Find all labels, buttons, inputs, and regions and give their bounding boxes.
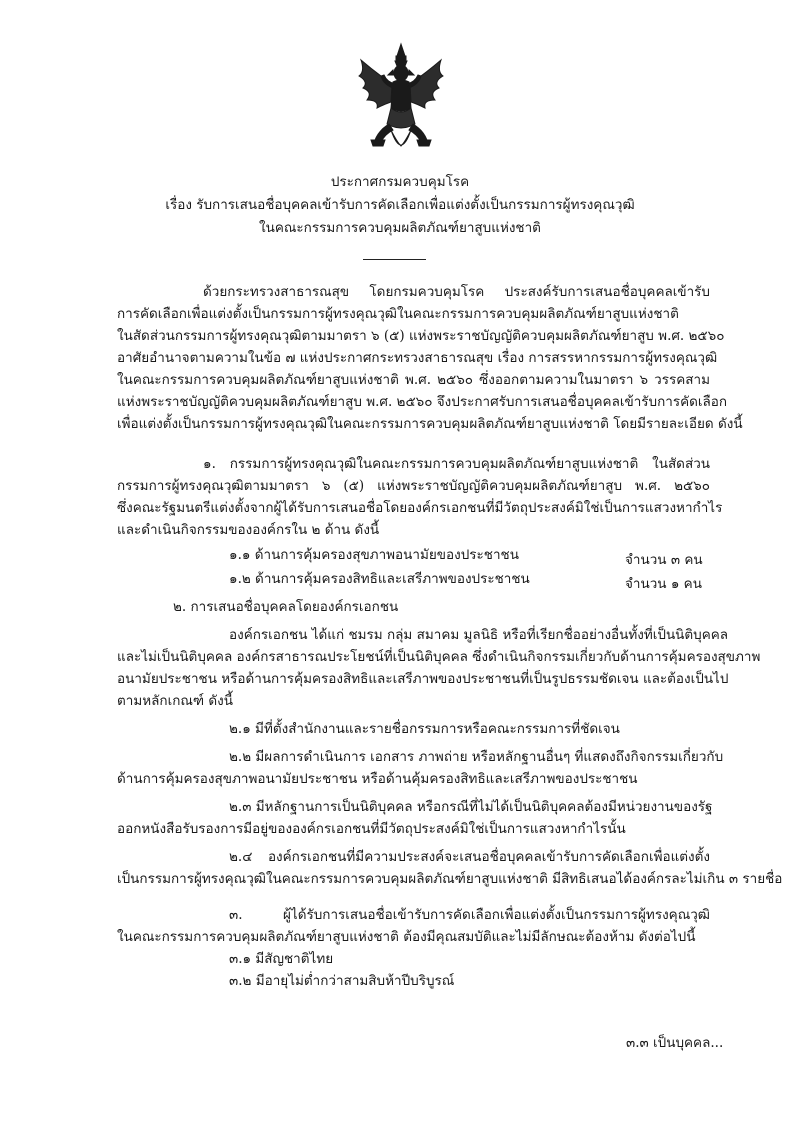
quota-amount: จำนวน ๑ คน bbox=[625, 576, 702, 592]
intro-line: ด้วยกระทรวงสาธารณสุข โดยกรมควบคุมโรค ประสงค์รับการเสนอชื่อบุคคลเข้ารับ bbox=[203, 284, 710, 300]
section2-line: และไม่เป็นนิติบุคคล องค์กรสาธารณประโยชน์ที่เป็นนิติบุคคล ซึ่งดำเนินกิจกรรมเกี่ยวกับด้านการคุ้มครองสุขภาพ bbox=[117, 649, 761, 665]
intro-line: แห่งพระราชบัญญัติควบคุมผลิตภัณฑ์ยาสูบ พ.ศ. ๒๕๖๐ จึงประกาศรับการเสนอชื่อบุคคลเข้ารับการคัดเลือก bbox=[117, 394, 728, 410]
section3-line: ในคณะกรรมการควบคุมผลิตภัณฑ์ยาสูบแห่งชาติ ต้องมีคุณสมบัติและไม่มีลักษณะต้องห้าม ดังต่อไปนี้ bbox=[117, 929, 696, 945]
section2-line: องค์กรเอกชน ได้แก่ ชมรม กลุ่ม สมาคม มูลนิธิ หรือที่เรียกชื่ออย่างอื่นทั้งที่เป็นนิติบุคคล bbox=[229, 627, 729, 643]
quota-label: ๑.๒ ด้านการคุ้มครองสิทธิและเสรีภาพของประชาชน bbox=[229, 571, 530, 587]
criteria-item-cont: ออกหนังสือรับรองการมีอยู่ขององค์กรเอกชนที่มีวัตถุประสงค์มิใช่เป็นการแสวงหากำไรนั้น bbox=[117, 821, 626, 837]
garuda-emblem-icon bbox=[355, 42, 447, 160]
criteria-item: ๒.๑ มีที่ตั้งสำนักงานและรายชื่อกรรมการหรือคณะกรรมการที่ชัดเจน bbox=[229, 721, 620, 737]
subject-line-1: เรื่อง รับการเสนอชื่อบุคคลเข้ารับการคัดเลือกเพื่อแต่งตั้งเป็นกรรมการผู้ทรงคุณวุฒิ bbox=[165, 197, 635, 213]
criteria-item: ๒.๔ องค์กรเอกชนที่มีความประสงค์จะเสนอชื่อบุคคลเข้ารับการคัดเลือกเพื่อแต่งตั้ง bbox=[229, 849, 710, 865]
quota-label: ๑.๑ ด้านการคุ้มครองสุขภาพอนามัยของประชาชน bbox=[229, 547, 519, 563]
subject-line-2: ในคณะกรรมการควบคุมผลิตภัณฑ์ยาสูบแห่งชาติ bbox=[259, 220, 541, 236]
intro-line: ในคณะกรรมการควบคุมผลิตภัณฑ์ยาสูบแห่งชาติ พ.ศ. ๒๕๖๐ ซึ่งออกตามความในมาตรา ๖ วรรคสาม bbox=[117, 372, 710, 388]
section3-line: ๓. ผู้ได้รับการเสนอชื่อเข้ารับการคัดเลือกเพื่อแต่งตั้งเป็นกรรมการผู้ทรงคุณวุฒิ bbox=[229, 907, 710, 923]
title-divider bbox=[363, 259, 426, 260]
section1-line: ๑. กรรมการผู้ทรงคุณวุฒิในคณะกรรมการควบคุมผลิตภัณฑ์ยาสูบแห่งชาติ ในสัดส่วน bbox=[203, 456, 710, 472]
criteria-item-cont: ด้านการคุ้มครองสุขภาพอนามัยประชาชน หรือด้านคุ้มครองสิทธิและเสรีภาพของประชาชน bbox=[117, 771, 638, 787]
intro-line: การคัดเลือกเพื่อแต่งตั้งเป็นกรรมการผู้ทรงคุณวุฒิในคณะกรรมการควบคุมผลิตภัณฑ์ยาสูบแห่งชาติ bbox=[117, 306, 679, 322]
criteria-item-cont: เป็นกรรมการผู้ทรงคุณวุฒิในคณะกรรมการควบคุมผลิตภัณฑ์ยาสูบแห่งชาติ มีสิทธิเสนอได้องค์กรละไม่เกิน ๓ รายชื่อ bbox=[117, 871, 783, 887]
issuing-agency: ประกาศกรมควบคุมโรค bbox=[330, 174, 470, 190]
qualification-item: ๓.๒ มีอายุไม่ต่ำกว่าสามสิบห้าปีบริบูรณ์ bbox=[229, 973, 455, 989]
section2-line: ตามหลักเกณฑ์ ดังนี้ bbox=[117, 693, 233, 709]
criteria-item: ๒.๓ มีหลักฐานการเป็นนิติบุคคล หรือกรณีที่ไม่ได้เป็นนิติบุคคลต้องมีหน่วยงานของรัฐ bbox=[229, 799, 713, 815]
section2-line: อนามัยประชาชน หรือด้านการคุ้มครองสิทธิและเสรีภาพของประชาชนที่เป็นรูปธรรมชัดเจน และต้องเป็นไป bbox=[117, 671, 729, 687]
criteria-item: ๒.๒ มีผลการดำเนินการ เอกสาร ภาพถ่าย หรือหลักฐานอื่นๆ ที่แสดงถึงกิจกรรมเกี่ยวกับ bbox=[229, 749, 724, 765]
section1-line: ซึ่งคณะรัฐมนตรีแต่งตั้งจากผู้ได้รับการเสนอชื่อโดยองค์กรเอกชนที่มีวัตถุประสงค์มิใช่เป็นการแสวงหากำไร bbox=[117, 500, 723, 516]
section1-line: กรรมการผู้ทรงคุณวุฒิตามมาตรา ๖ (๕) แห่งพระราชบัญญัติควบคุมผลิตภัณฑ์ยาสูบ พ.ศ. ๒๕๖๐ bbox=[117, 478, 710, 494]
continuation-marker: ๓.๓ เป็นบุคคล... bbox=[626, 1035, 724, 1051]
intro-line: อาศัยอำนาจตามความในข้อ ๗ แห่งประกาศกระทรวงสาธารณสุข เรื่อง การสรรหากรรมการผู้ทรงคุณวุฒิ bbox=[117, 350, 718, 366]
intro-line: ในสัดส่วนกรรมการผู้ทรงคุณวุฒิตามมาตรา ๖ (๕) แห่งพระราชบัญญัติควบคุมผลิตภัณฑ์ยาสูบ พ.ศ. ๒๕๖๐ bbox=[117, 328, 725, 344]
intro-line: เพื่อแต่งตั้งเป็นกรรมการผู้ทรงคุณวุฒิในคณะกรรมการควบคุมผลิตภัณฑ์ยาสูบแห่งชาติ โดยมีรายละเอียด ดังนี้ bbox=[117, 416, 743, 432]
qualification-item: ๓.๑ มีสัญชาติไทย bbox=[229, 951, 334, 967]
section1-line: และดำเนินกิจกรรมขององค์กรใน ๒ ด้าน ดังนี้ bbox=[117, 522, 380, 538]
quota-amount: จำนวน ๓ คน bbox=[625, 552, 703, 568]
section2-title: ๒. การเสนอชื่อบุคคลโดยองค์กรเอกชน bbox=[173, 599, 399, 615]
